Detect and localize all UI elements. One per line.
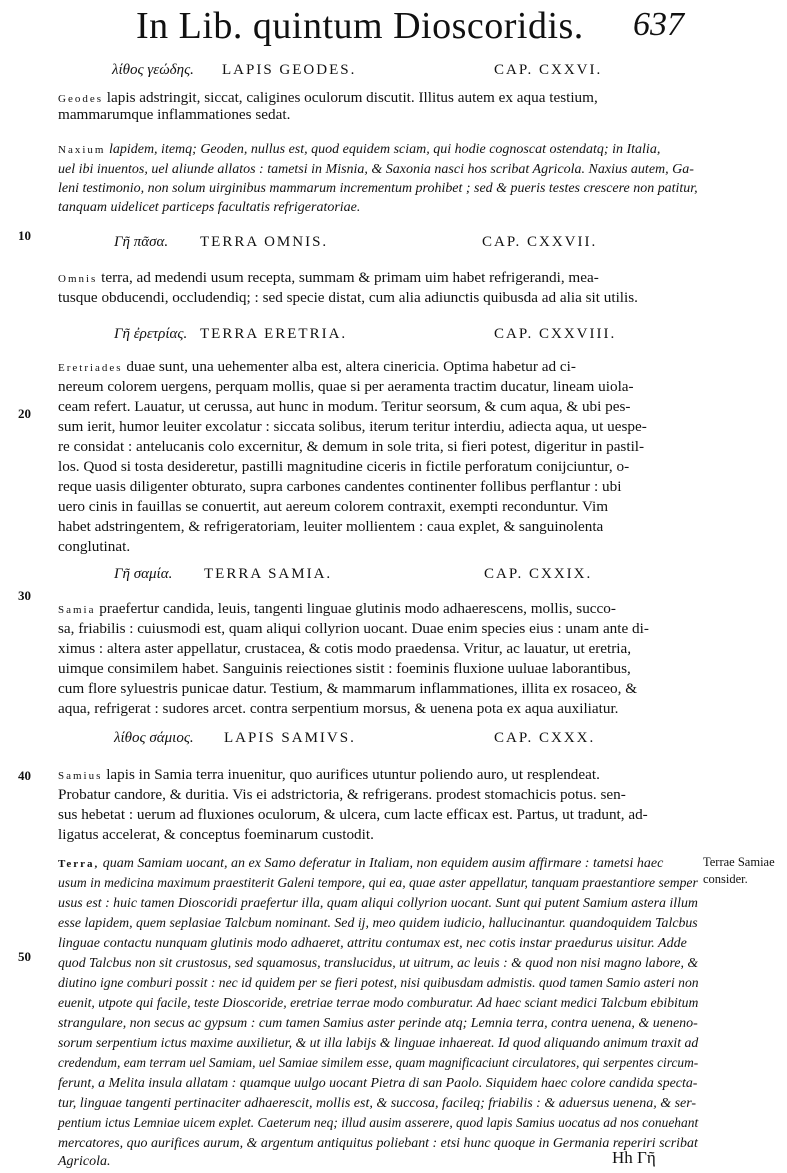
section-heading-latin: TERRA ERETRIA.: [200, 326, 348, 342]
text-line: Terra, quam Samiam uocant, an ex Samo deferatur in Italiam, non equidem ausim affirmare : tametsi haec: [58, 856, 664, 871]
text-line: linguae contactu nunquam glutinis modo adhaeret, attritu contumax est, nec cotis instar praedurus uisitur. Adde: [58, 936, 687, 951]
section-heading-greek: Γῆ ἐρετρίας.: [114, 326, 188, 342]
margin-number: 20: [18, 406, 31, 421]
text-line: pentium ictus Lemniae uicem explet. Caeterum neq; illud ausim asserere, quod lapis Samius uocatus ad nos conuehant: [58, 1116, 699, 1131]
text-line: Naxium lapidem, itemq; Geoden, nullus est, quod equidem sciam, qui hodie cognoscat ostendatq; in Italia,: [58, 142, 661, 157]
chapter-number: CAP. CXXX.: [494, 730, 596, 746]
chapter-number: CAP. CXXVIII.: [494, 326, 617, 342]
text-line: tanquam uidelicet particeps facultatis refrigeratoriae.: [58, 200, 361, 215]
text-line: euenit, utpote qui facile, teste Dioscoride, eretriae terrae modo comburatur. Ad haec sciant medici Talcbum ebibitum: [58, 996, 699, 1011]
lead-word: Omnis: [58, 273, 98, 285]
text-line: esse lapidem, quem seplasiae Talcbum nominant. Sed ij, meo quidem iudicio, hallucinantur. quandoquidem Talcbus: [58, 916, 698, 931]
text-line: sum ierit, humor leuiter excolatur : siccata solibus, iterum teritur interdiu, adiecta aqua, ut uespe-: [58, 418, 647, 435]
text-line: cum flore syluestris punicae datur. Testium, & mammarum inflammationes, illita ex rosaceo, &: [58, 680, 638, 697]
margin-note: Terrae Samiae consider.: [703, 855, 775, 886]
text-line: quod Talcbus non sit crustosus, sed squamosus, translucidus, ut uitrum, ac leuis : & quod non nisi magno labore, &: [58, 956, 699, 971]
lead-word: Geodes: [58, 93, 103, 105]
text-line: ximus : altera aster appellatur, crustacea, & cotis modo praedensa. Vritur, ac lauatur, ut eretria,: [58, 640, 632, 657]
section-heading-greek: λίθος σάμιος.: [114, 730, 194, 746]
chapter-number: CAP. CXXVI.: [494, 62, 603, 78]
text-line: re considat : antelucanis colo excernitur, & demum in sole trita, si fieri potest, digeritur in pastil-: [58, 438, 645, 455]
text-line: ferunt, a Melita insula allatam : quamque uulgo uocant Pietra di san Paolo. Siquidem haec colore candida specta-: [58, 1076, 698, 1091]
text-line: Omnis terra, ad medendi usum recepta, summam & primam uim habet refrigerandi, mea-: [58, 269, 599, 286]
text-line: uel ibi inuentos, uel aliunde allatos : tametsi in Misnia, & Saxonia nasci hos scribat Agricola. Naxius autem, Ga-: [58, 162, 694, 177]
page-number: 637: [633, 6, 684, 43]
text-line: Geodes lapis adstringit, siccat, caligines oculorum discutit. Illitus autem ex aqua testium,: [58, 89, 598, 106]
lead-word: Terra,: [58, 858, 100, 870]
text-line: habet adstringentem, & refrigeratoriam, leuiter mollientem : caua explet, & sanguinolenta: [58, 518, 604, 535]
section-heading-greek: λίθος γεώδης.: [112, 62, 194, 78]
lead-word: Eretriades: [58, 362, 123, 374]
text-line: mercatores, quo aurifices aurum, & argentum antiquitus poliebant : etsi hunc quoque in Germania reperiri scribat: [58, 1136, 698, 1151]
text-line: strangulare, non secus ac gypsum : cum tamen Samius aster perinde atq; Lemnia terra, contra uenena, & ueneno-: [58, 1016, 698, 1031]
text-line: reque uasis diligenter obturato, supra carbones candentes continenter follibus perflantur : ubi: [58, 478, 622, 495]
margin-number: 30: [18, 588, 31, 603]
text-line: credendum, eam terram uel Samiam, uel Samiae similem esse, quam magnificaciunt circulatores, qui serpentes circum-: [58, 1056, 699, 1071]
text-line: diutino igne comburi possit : nec id quidem per se fieri potest, nisi quibusdam admistis. quod tamen Samio asteri non: [58, 976, 699, 991]
margin-number: 40: [18, 768, 31, 783]
text-line: mammarumque inflammationes sedat.: [58, 106, 291, 123]
text-line: ligatus accelerat, & conceptus foeminarum custodit.: [58, 826, 374, 843]
chapter-number: CAP. CXXIX.: [484, 566, 593, 582]
text-line: Agricola.: [58, 1154, 111, 1169]
text-line: Samius lapis in Samia terra inuenitur, quo aurifices utuntur poliendo auro, ut resplendeat.: [58, 766, 600, 783]
section-heading-greek: Γῆ σαμία.: [114, 566, 173, 582]
text-line: leni testimonio, non solum uirginibus mammarum incrementum prohibet ; sed & pueris testes crescere non patitur,: [58, 181, 698, 196]
section-heading-latin: TERRA OMNIS.: [200, 234, 329, 250]
text-line: conglutinat.: [58, 538, 131, 555]
text-line: Samia praefertur candida, leuis, tangenti linguae glutinis modo adhaerescens, mollis, succo-: [58, 600, 616, 617]
text-line: uero cinis in fauillas se conuertit, aut aereum colorem contraxit, exempti reconduntur. Vim: [58, 498, 609, 515]
text-line: aqua, refrigerat : sudores arcet. contra serpentium morsus, & uenena pota ex aqua auxiliatur.: [58, 700, 619, 717]
section-heading-latin: TERRA SAMIA.: [204, 566, 333, 582]
text-line: los. Quod si tosta desideretur, pastilli magnitudine ciceris in fictile perforatum conijciuntur, o-: [58, 458, 630, 475]
signature-mark: Hh Γῆ: [612, 1148, 656, 1167]
margin-number: 50: [18, 949, 31, 964]
text-line: usus est : huic tamen Dioscoridi praefertur illa, quam aliqui collyrion uocant. Sunt qui putent Samium astera illum: [58, 896, 698, 911]
lead-word: Naxium: [58, 144, 106, 156]
text-line: usum in medicina maximum praestiterit Galeni tempore, qui ea, quae aster appellatur, tanquam praestantiore semper: [58, 876, 698, 891]
chapter-number: CAP. CXXVII.: [482, 234, 598, 250]
section-heading-greek: Γῆ πᾶσα.: [114, 234, 169, 250]
lead-word: Samia: [58, 604, 96, 616]
text-line: sa, friabilis : cuiusmodi est, quam aliqui collyrion uocant. Duae enim species eius : unam ante di-: [58, 620, 649, 637]
text-line: uimque consimilem habet. Sanguinis reiectiones sistit : foeminis fluxione uuluae laborantibus,: [58, 660, 631, 677]
text-line: tusque obducendi, occludendiq; : sed specie distat, cum alia adiunctis quibusda ad alia sit utilis.: [58, 289, 638, 306]
text-line: nereum colorem uergens, perquam mollis, quae si per aeramenta tractim ducatur, lineam uiola-: [58, 378, 634, 395]
section-heading-latin: LAPIS SAMIVS.: [224, 730, 356, 746]
lead-word: Samius: [58, 770, 103, 782]
text-line: sorum serpentium ictus maxime auxilietur, & ut illa labijs & linguae inhaereat. Id quod aliquando animum traxit ad: [58, 1036, 699, 1051]
running-head: In Lib. quintum Dioscoridis.: [136, 5, 584, 47]
text-line: Probatur candore, & duritia. Vis ei adstrictoria, & refrigerans. prodest stomachicis potus. sen-: [58, 786, 626, 803]
margin-number: 10: [18, 228, 31, 243]
text-line: sus hebetat : uerum ad fluxiones oculorum, & ulcera, cum lacte efficax est. Partus, ut tradunt, ad-: [58, 806, 648, 823]
text-line: tur, linguae tangenti pertinaciter adhaerescit, mollis est, & succosa, facileq; friabilis : & aduersus uenena, & ser-: [58, 1096, 697, 1111]
text-line: Eretriades duae sunt, una uehementer alba est, altera cinericia. Optima habetur ad ci-: [58, 358, 576, 375]
section-heading-latin: LAPIS GEODES.: [222, 62, 357, 78]
text-line: ceam refert. Lauatur, ut cerussa, aut hunc in modum. Teritur seorsum, & cum aqua, & ubi pes-: [58, 398, 631, 415]
